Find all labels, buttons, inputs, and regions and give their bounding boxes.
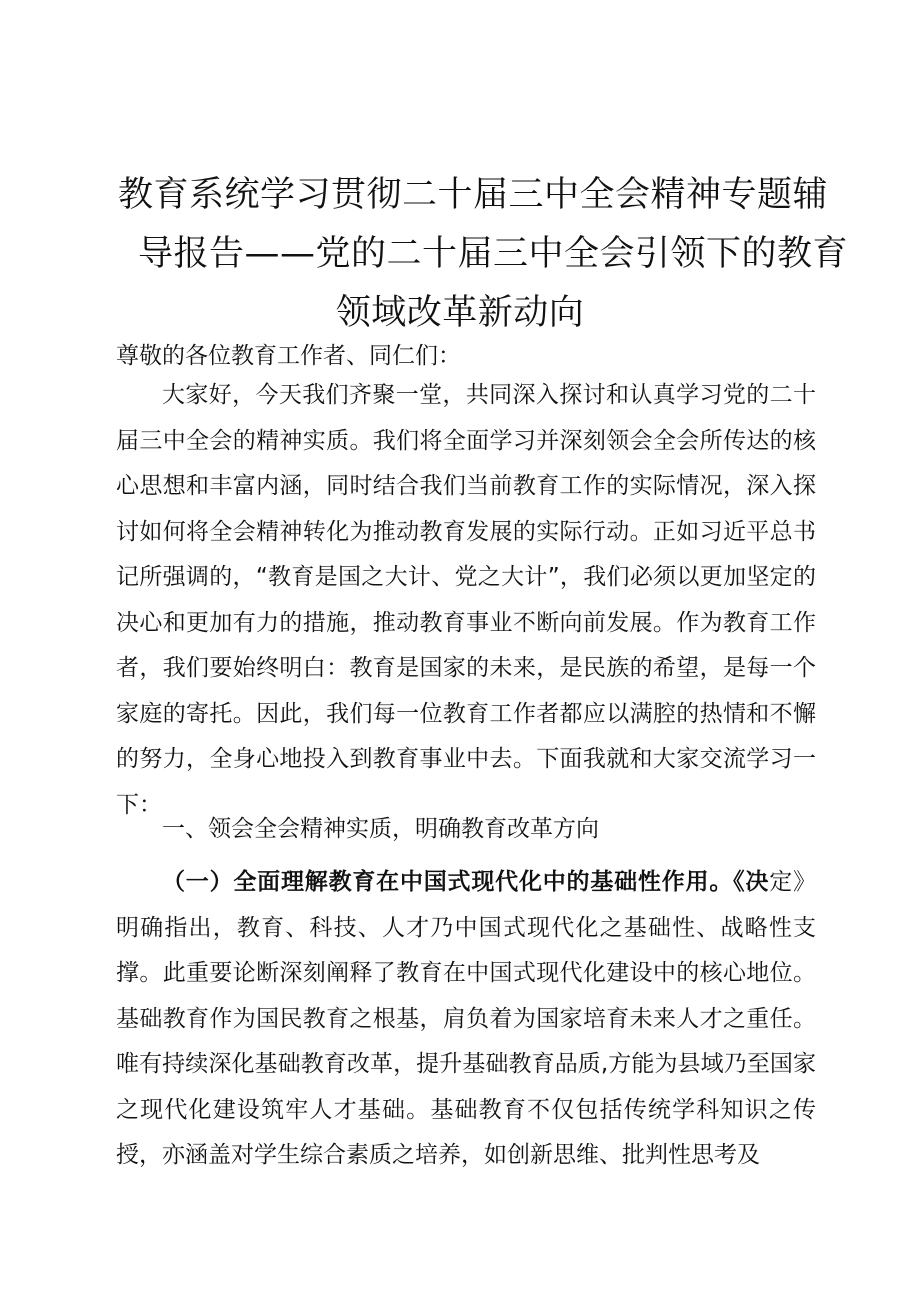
salutation: 尊敬的各位教育工作者、同仁们： <box>116 343 461 369</box>
document-title <box>110 166 849 343</box>
subsection-text: 定》明确指出，教育、科技、人才乃中国式现代化之基础性、战略性支撑。此重要论断深刻阐释了教育在中国式现代化建设中的核心地位。基础教育作为国民教育之根基，肩负着为国家培育未来人才之重任。唯有持续深化基础教育改革，提升基础教育品质,方能为县域乃至国家之现代化建设筑牢人才基础。基础教育不仅包括传统学科知识之传授，亦涵盖对学生综合素质之培养，如创新思维、批判性思考及 <box>116 869 817 1168</box>
subsection-paragraph <box>116 860 816 1179</box>
title-line-2: 导报告——党的二十届三中全会引领下的教育 <box>138 234 849 274</box>
title-line-3: 领域改革新动向 <box>335 293 585 333</box>
intro-paragraph: 大家好，今天我们齐聚一堂，共同深入探讨和认真学习党的二十届三中全会的精神实质。我们将全面学习并深刻领会全会所传达的核心思想和丰富内涵，同时结合我们当前教育工作的实际情况，深入探讨如何将全会精神转化为推动教育发展的实际行动。正如习近平总书记所强调的，“教育是国之大计、党之大计”，我们必须以更加坚定的决心和更加有力的措施，推动教育事业不断向前发展。作为教育工作者，我们要始终明白：教育是国家的未来，是民族的希望，是每一个家庭的寄托。因此，我们每一位教育工作者都应以满腔的热情和不懈的努力，全身心地投入到教育事业中去。下面我就和大家交流学习一下： <box>116 382 816 818</box>
section-heading: 一、领会全会精神实质，明确教育改革方向 <box>162 816 599 842</box>
subsection-lead: （一）全面理解教育在中国式现代化中的基础性作用。《决 <box>162 869 770 895</box>
title-line-1: 教育系统学习贯彻二十届三中全会精神专题辅 <box>118 175 829 215</box>
